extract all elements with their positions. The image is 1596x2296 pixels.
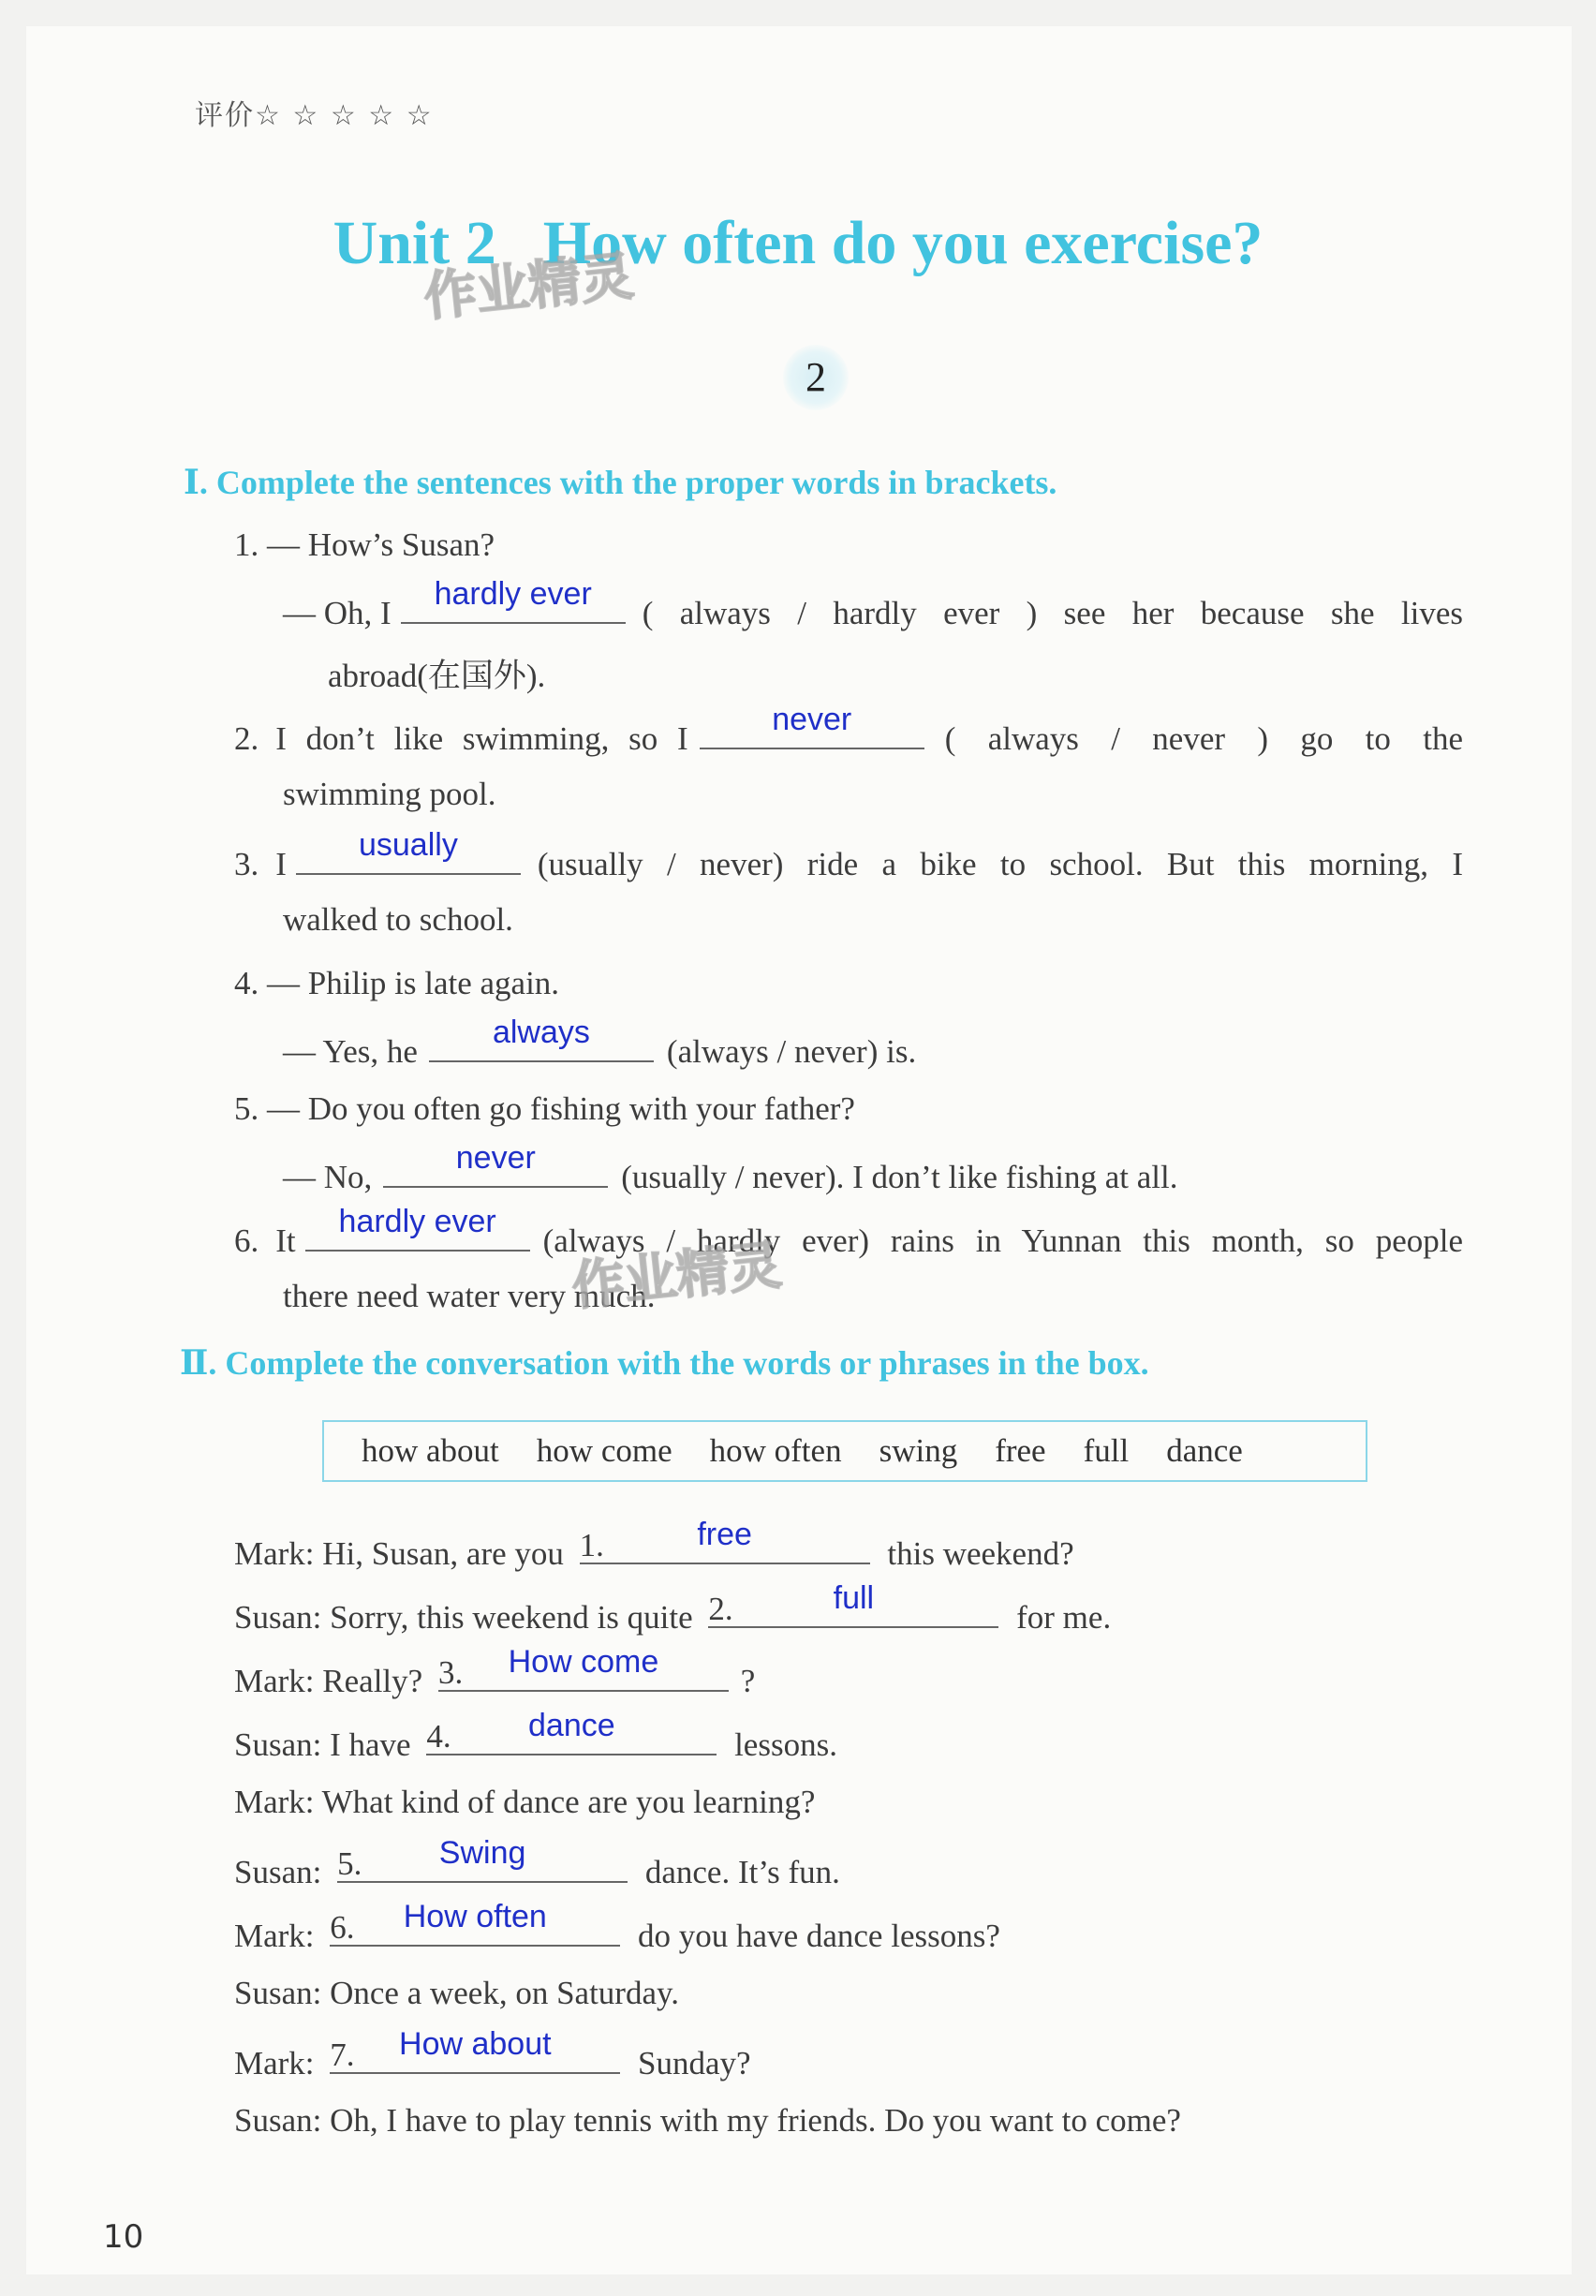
item4-answer: always	[492, 1015, 590, 1050]
dialogue-blank-2[interactable]: 2. full	[708, 1592, 998, 1628]
item1-blank[interactable]	[401, 576, 626, 624]
dialogue-answer-5: Swing	[438, 1835, 526, 1871]
unit-question: How often do you exercise?	[542, 209, 1264, 277]
item6-answer: hardly ever	[338, 1204, 496, 1239]
dialogue-blank-1[interactable]: 1. free	[580, 1529, 870, 1564]
dialogue-line-10: Susan: Oh, I have to play tennis with my friends. Do you want to come?	[234, 2102, 1181, 2139]
dialogue-answer-4: dance	[528, 1708, 615, 1743]
item2-answer: never	[772, 702, 852, 737]
item1-answer-line: — Oh, I hardly ever ( always / hardly ever ) see her because she lives	[283, 576, 1463, 631]
item6-continuation: there need water very much.	[283, 1278, 656, 1314]
item1-continuation: abroad(在国外).	[328, 658, 546, 694]
item4-answer-line: — Yes, he always (always / never) is.	[283, 1015, 917, 1070]
item3-answer: usually	[358, 827, 458, 863]
item1-question: 1. — How’s Susan?	[234, 526, 495, 563]
item6-blank[interactable]	[305, 1204, 530, 1252]
dialogue-answer-1: free	[697, 1517, 752, 1552]
dialogue-line-1: Mark: Hi, Susan, are you 1. free this weekend?	[234, 1517, 1074, 1572]
item5-blank[interactable]	[383, 1140, 608, 1188]
item3-blank[interactable]	[296, 827, 521, 875]
word-option: how come	[536, 1432, 672, 1469]
item5-answer-line: — No, never (usually / never). I don’t like fishing at all.	[283, 1140, 1178, 1195]
item4-blank[interactable]	[429, 1015, 654, 1062]
word-option: swing	[879, 1432, 958, 1469]
item4-question: 4. — Philip is late again.	[234, 965, 560, 1001]
item5-question: 5. — Do you often go fishing with your father?	[234, 1090, 855, 1127]
dialogue-blank-4[interactable]: 4. dance	[426, 1720, 717, 1755]
item2-continuation: swimming pool.	[283, 776, 496, 812]
word-option: how about	[362, 1432, 499, 1469]
word-option: free	[995, 1432, 1046, 1469]
dialogue-blank-6[interactable]: 6. How often	[330, 1911, 620, 1947]
item5-answer: never	[455, 1140, 536, 1176]
unit-label: Unit 2	[332, 209, 496, 277]
dialogue-blank-5[interactable]: 5. Swing	[337, 1847, 628, 1883]
dialogue-line-4: Susan: I have 4. dance lessons.	[234, 1708, 837, 1763]
section1-heading	[184, 463, 1057, 502]
word-box	[322, 1420, 1367, 1482]
dialogue-answer-7: How about	[399, 2026, 552, 2062]
watermark-middle: 作业精灵	[569, 1235, 785, 1318]
dialogue-line-9: Mark: 7. How about Sunday?	[234, 2026, 751, 2081]
dialogue-blank-3[interactable]: 3. How come	[438, 1656, 729, 1692]
rating-label: 评价☆ ☆ ☆ ☆ ☆	[195, 99, 434, 132]
section1-numeral: Ⅰ.	[184, 464, 208, 501]
item6-line: 6. It hardly ever (always / hardly ever) rains in Yunnan this month, so people	[234, 1204, 1463, 1259]
section2-numeral: Ⅱ.	[180, 1344, 217, 1382]
dialogue-answer-3: How come	[508, 1644, 659, 1680]
dialogue-line-8: Susan: Once a week, on Saturday.	[234, 1975, 679, 2011]
dialogue-blank-7[interactable]: 7. How about	[330, 2038, 620, 2074]
dialogue-line-5: Mark: What kind of dance are you learning?	[234, 1784, 816, 1820]
item1-answer: hardly ever	[434, 576, 592, 612]
dialogue-line-3: Mark: Really? 3. How come ?	[234, 1644, 756, 1699]
unit-title	[0, 208, 1596, 279]
dialogue-answer-2: full	[833, 1580, 875, 1616]
section1-instruction: Complete the sentences with the proper words in brackets.	[215, 464, 1057, 501]
dialogue-answer-6: How often	[403, 1899, 547, 1934]
word-option: how often	[709, 1432, 842, 1469]
item2-blank[interactable]	[700, 702, 924, 749]
section2-heading	[180, 1343, 1149, 1383]
dialogue-line-2: Susan: Sorry, this weekend is quite 2. full for me.	[234, 1580, 1112, 1636]
lesson-number-badge: 2	[783, 345, 849, 410]
word-option: full	[1083, 1432, 1130, 1469]
item3-line: 3. I usually (usually / never) ride a bike to school. But this morning, I	[234, 827, 1463, 882]
item3-continuation: walked to school.	[283, 901, 513, 938]
section2-instruction: Complete the conversation with the words or phrases in the box.	[225, 1344, 1149, 1382]
word-option: dance	[1166, 1432, 1243, 1469]
dialogue-line-7: Mark: 6. How often do you have dance lessons?	[234, 1899, 1000, 1954]
watermark-top: 作业精灵	[421, 245, 637, 329]
item2-line: 2. I don’t like swimming, so I never ( always / never ) go to the	[234, 702, 1463, 757]
dialogue-line-6: Susan: 5. Swing dance. It’s fun.	[234, 1835, 840, 1890]
page-number: 10	[103, 2218, 144, 2256]
